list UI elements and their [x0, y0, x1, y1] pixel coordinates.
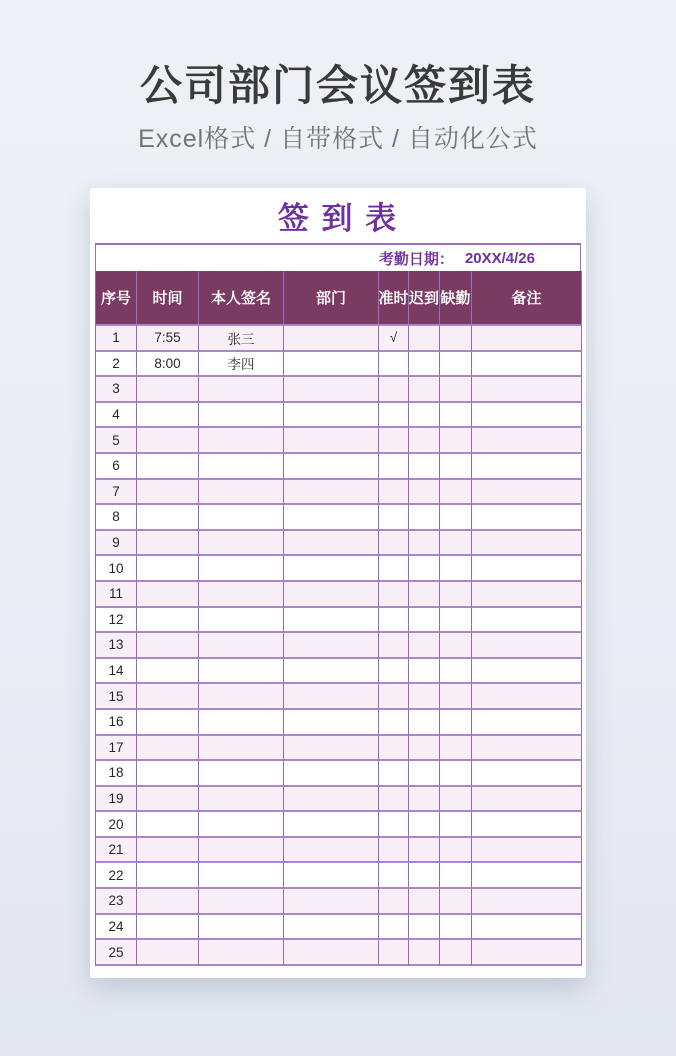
sheet-title: 签 到 表: [277, 201, 399, 236]
cell-dept-16[interactable]: [284, 710, 379, 736]
cell-time-24[interactable]: [137, 915, 199, 941]
cell-time-18[interactable]: [137, 761, 199, 787]
cell-no-19[interactable]: 19: [96, 787, 137, 813]
cell-dept-22[interactable]: [284, 863, 379, 889]
cell-name-9[interactable]: [199, 531, 284, 557]
cell-absent-21[interactable]: [440, 838, 472, 864]
cell-ontime-22[interactable]: [379, 863, 409, 889]
col-header-ontime: 准时: [379, 271, 409, 326]
cell-absent-12[interactable]: [440, 608, 472, 634]
cell-ontime-19[interactable]: [379, 787, 409, 813]
cell-note-24[interactable]: [472, 915, 582, 941]
cell-time-1[interactable]: 7:55: [137, 326, 199, 352]
cell-dept-4[interactable]: [284, 403, 379, 429]
cell-absent-16[interactable]: [440, 710, 472, 736]
cell-no-20[interactable]: 20: [96, 812, 137, 838]
cell-name-2[interactable]: 李四: [199, 352, 284, 378]
cell-late-12[interactable]: [409, 608, 440, 634]
cell-time-11[interactable]: [137, 582, 199, 608]
cell-no-13[interactable]: 13: [96, 633, 137, 659]
cell-ontime-24[interactable]: [379, 915, 409, 941]
cell-no-17[interactable]: 17: [96, 736, 137, 762]
cell-dept-8[interactable]: [284, 505, 379, 531]
cell-no-3[interactable]: 3: [96, 377, 137, 403]
cell-late-2[interactable]: [409, 352, 440, 378]
cell-late-5[interactable]: [409, 428, 440, 454]
cell-note-22[interactable]: [472, 863, 582, 889]
cell-ontime-7[interactable]: [379, 480, 409, 506]
cell-no-18[interactable]: 18: [96, 761, 137, 787]
cell-note-8[interactable]: [472, 505, 582, 531]
cell-name-13[interactable]: [199, 633, 284, 659]
cell-ontime-10[interactable]: [379, 556, 409, 582]
col-header-no: 序号: [96, 271, 137, 326]
cell-time-14[interactable]: [137, 659, 199, 685]
cell-time-12[interactable]: [137, 608, 199, 634]
cell-note-1[interactable]: [472, 326, 582, 352]
cell-name-14[interactable]: [199, 659, 284, 685]
cell-note-10[interactable]: [472, 556, 582, 582]
cell-note-4[interactable]: [472, 403, 582, 429]
cell-late-13[interactable]: [409, 633, 440, 659]
cell-ontime-20[interactable]: [379, 812, 409, 838]
cell-absent-9[interactable]: [440, 531, 472, 557]
cell-late-22[interactable]: [409, 863, 440, 889]
cell-no-12[interactable]: 12: [96, 608, 137, 634]
cell-note-16[interactable]: [472, 710, 582, 736]
cell-note-11[interactable]: [472, 582, 582, 608]
cell-name-10[interactable]: [199, 556, 284, 582]
cell-ontime-25[interactable]: [379, 940, 409, 966]
cell-absent-3[interactable]: [440, 377, 472, 403]
page-title: 公司部门会议签到表: [139, 62, 536, 109]
cell-time-16[interactable]: [137, 710, 199, 736]
page-subtitle: Excel格式 / 自带格式 / 自动化公式: [138, 125, 538, 154]
cell-name-6[interactable]: [199, 454, 284, 480]
cell-ontime-5[interactable]: [379, 428, 409, 454]
cell-name-24[interactable]: [199, 915, 284, 941]
cell-dept-3[interactable]: [284, 377, 379, 403]
cell-late-4[interactable]: [409, 403, 440, 429]
cell-absent-6[interactable]: [440, 454, 472, 480]
cell-absent-23[interactable]: [440, 889, 472, 915]
cell-time-5[interactable]: [137, 428, 199, 454]
cell-absent-14[interactable]: [440, 659, 472, 685]
cell-late-9[interactable]: [409, 531, 440, 557]
cell-time-8[interactable]: [137, 505, 199, 531]
cell-dept-21[interactable]: [284, 838, 379, 864]
cell-dept-1[interactable]: [284, 326, 379, 352]
cell-name-1[interactable]: 张三: [199, 326, 284, 352]
cell-late-19[interactable]: [409, 787, 440, 813]
cell-no-16[interactable]: 16: [96, 710, 137, 736]
cell-no-10[interactable]: 10: [96, 556, 137, 582]
cell-time-10[interactable]: [137, 556, 199, 582]
cell-ontime-2[interactable]: [379, 352, 409, 378]
cell-time-23[interactable]: [137, 889, 199, 915]
cell-ontime-17[interactable]: [379, 736, 409, 762]
attendance-date-value[interactable]: 20XX/4/26: [464, 249, 535, 267]
cell-late-8[interactable]: [409, 505, 440, 531]
cell-name-7[interactable]: [199, 480, 284, 506]
cell-absent-20[interactable]: [440, 812, 472, 838]
cell-note-25[interactable]: [472, 940, 582, 966]
cell-late-16[interactable]: [409, 710, 440, 736]
cell-ontime-21[interactable]: [379, 838, 409, 864]
cell-no-23[interactable]: 23: [96, 889, 137, 915]
cell-no-5[interactable]: 5: [96, 428, 137, 454]
cell-time-17[interactable]: [137, 736, 199, 762]
cell-late-10[interactable]: [409, 556, 440, 582]
cell-late-1[interactable]: [409, 326, 440, 352]
cell-ontime-16[interactable]: [379, 710, 409, 736]
cell-no-2[interactable]: 2: [96, 352, 137, 378]
cell-note-19[interactable]: [472, 787, 582, 813]
cell-time-2[interactable]: 8:00: [137, 352, 199, 378]
col-header-dept: 部门: [284, 271, 379, 326]
cell-time-9[interactable]: [137, 531, 199, 557]
signin-table: [95, 271, 582, 966]
cell-ontime-11[interactable]: [379, 582, 409, 608]
cell-no-9[interactable]: 9: [96, 531, 137, 557]
cell-late-18[interactable]: [409, 761, 440, 787]
col-header-absent: 缺勤: [440, 271, 472, 326]
cell-absent-7[interactable]: [440, 480, 472, 506]
cell-absent-1[interactable]: [440, 326, 472, 352]
cell-name-3[interactable]: [199, 377, 284, 403]
cell-dept-13[interactable]: [284, 633, 379, 659]
cell-no-1[interactable]: 1: [96, 326, 137, 352]
cell-note-18[interactable]: [472, 761, 582, 787]
cell-name-5[interactable]: [199, 428, 284, 454]
cell-note-15[interactable]: [472, 684, 582, 710]
cell-name-19[interactable]: [199, 787, 284, 813]
cell-name-25[interactable]: [199, 940, 284, 966]
cell-late-24[interactable]: [409, 915, 440, 941]
cell-time-20[interactable]: [137, 812, 199, 838]
cell-dept-14[interactable]: [284, 659, 379, 685]
cell-time-19[interactable]: [137, 787, 199, 813]
cell-absent-22[interactable]: [440, 863, 472, 889]
cell-ontime-13[interactable]: [379, 633, 409, 659]
cell-name-18[interactable]: [199, 761, 284, 787]
cell-ontime-23[interactable]: [379, 889, 409, 915]
cell-name-12[interactable]: [199, 608, 284, 634]
cell-dept-5[interactable]: [284, 428, 379, 454]
cell-no-25[interactable]: 25: [96, 940, 137, 966]
cell-absent-4[interactable]: [440, 403, 472, 429]
cell-note-7[interactable]: [472, 480, 582, 506]
col-header-time: 时间: [137, 271, 199, 326]
cell-late-11[interactable]: [409, 582, 440, 608]
cell-name-16[interactable]: [199, 710, 284, 736]
cell-absent-5[interactable]: [440, 428, 472, 454]
cell-dept-11[interactable]: [284, 582, 379, 608]
cell-note-6[interactable]: [472, 454, 582, 480]
cell-absent-13[interactable]: [440, 633, 472, 659]
cell-absent-18[interactable]: [440, 761, 472, 787]
cell-late-17[interactable]: [409, 736, 440, 762]
cell-dept-24[interactable]: [284, 915, 379, 941]
cell-name-20[interactable]: [199, 812, 284, 838]
cell-dept-2[interactable]: [284, 352, 379, 378]
cell-no-7[interactable]: 7: [96, 480, 137, 506]
cell-time-7[interactable]: [137, 480, 199, 506]
cell-ontime-6[interactable]: [379, 454, 409, 480]
cell-no-22[interactable]: 22: [96, 863, 137, 889]
cell-name-11[interactable]: [199, 582, 284, 608]
cell-ontime-14[interactable]: [379, 659, 409, 685]
cell-dept-19[interactable]: [284, 787, 379, 813]
cell-note-5[interactable]: [472, 428, 582, 454]
cell-time-4[interactable]: [137, 403, 199, 429]
cell-note-3[interactable]: [472, 377, 582, 403]
cell-note-17[interactable]: [472, 736, 582, 762]
cell-late-25[interactable]: [409, 940, 440, 966]
cell-absent-11[interactable]: [440, 582, 472, 608]
cell-note-23[interactable]: [472, 889, 582, 915]
cell-time-6[interactable]: [137, 454, 199, 480]
cell-name-8[interactable]: [199, 505, 284, 531]
cell-dept-7[interactable]: [284, 480, 379, 506]
cell-ontime-8[interactable]: [379, 505, 409, 531]
cell-name-22[interactable]: [199, 863, 284, 889]
cell-note-21[interactable]: [472, 838, 582, 864]
cell-ontime-18[interactable]: [379, 761, 409, 787]
cell-late-21[interactable]: [409, 838, 440, 864]
cell-time-21[interactable]: [137, 838, 199, 864]
cell-absent-24[interactable]: [440, 915, 472, 941]
cell-late-23[interactable]: [409, 889, 440, 915]
cell-no-15[interactable]: 15: [96, 684, 137, 710]
cell-dept-10[interactable]: [284, 556, 379, 582]
cell-ontime-1[interactable]: √: [379, 326, 409, 352]
attendance-date-row: [95, 245, 581, 271]
cell-time-15[interactable]: [137, 684, 199, 710]
cell-dept-9[interactable]: [284, 531, 379, 557]
col-header-note: 备注: [472, 271, 582, 326]
cell-ontime-15[interactable]: [379, 684, 409, 710]
cell-name-23[interactable]: [199, 889, 284, 915]
attendance-date-label: 考勤日期：: [378, 250, 454, 268]
cell-ontime-4[interactable]: [379, 403, 409, 429]
cell-no-4[interactable]: 4: [96, 403, 137, 429]
cell-dept-17[interactable]: [284, 736, 379, 762]
cell-dept-12[interactable]: [284, 608, 379, 634]
col-header-name: 本人签名: [199, 271, 284, 326]
cell-dept-20[interactable]: [284, 812, 379, 838]
cell-note-13[interactable]: [472, 633, 582, 659]
cell-late-20[interactable]: [409, 812, 440, 838]
cell-dept-23[interactable]: [284, 889, 379, 915]
cell-no-21[interactable]: 21: [96, 838, 137, 864]
hero-heading: [0, 0, 676, 155]
cell-absent-19[interactable]: [440, 787, 472, 813]
cell-time-13[interactable]: [137, 633, 199, 659]
cell-dept-6[interactable]: [284, 454, 379, 480]
cell-name-4[interactable]: [199, 403, 284, 429]
cell-note-20[interactable]: [472, 812, 582, 838]
cell-absent-10[interactable]: [440, 556, 472, 582]
cell-note-12[interactable]: [472, 608, 582, 634]
cell-no-8[interactable]: 8: [96, 505, 137, 531]
cell-time-22[interactable]: [137, 863, 199, 889]
sheet-card: [90, 188, 586, 978]
cell-ontime-9[interactable]: [379, 531, 409, 557]
cell-time-25[interactable]: [137, 940, 199, 966]
cell-note-2[interactable]: [472, 352, 582, 378]
cell-late-6[interactable]: [409, 454, 440, 480]
col-header-late: 迟到: [409, 271, 440, 326]
cell-absent-15[interactable]: [440, 684, 472, 710]
cell-no-6[interactable]: 6: [96, 454, 137, 480]
cell-late-15[interactable]: [409, 684, 440, 710]
cell-no-24[interactable]: 24: [96, 915, 137, 941]
cell-dept-18[interactable]: [284, 761, 379, 787]
cell-ontime-3[interactable]: [379, 377, 409, 403]
cell-absent-2[interactable]: [440, 352, 472, 378]
cell-absent-17[interactable]: [440, 736, 472, 762]
cell-name-17[interactable]: [199, 736, 284, 762]
cell-no-14[interactable]: 14: [96, 659, 137, 685]
cell-absent-25[interactable]: [440, 940, 472, 966]
cell-late-3[interactable]: [409, 377, 440, 403]
cell-absent-8[interactable]: [440, 505, 472, 531]
cell-name-21[interactable]: [199, 838, 284, 864]
cell-note-9[interactable]: [472, 531, 582, 557]
cell-time-3[interactable]: [137, 377, 199, 403]
cell-late-14[interactable]: [409, 659, 440, 685]
cell-dept-25[interactable]: [284, 940, 379, 966]
cell-name-15[interactable]: [199, 684, 284, 710]
cell-no-11[interactable]: 11: [96, 582, 137, 608]
cell-dept-15[interactable]: [284, 684, 379, 710]
cell-ontime-12[interactable]: [379, 608, 409, 634]
cell-late-7[interactable]: [409, 480, 440, 506]
cell-note-14[interactable]: [472, 659, 582, 685]
